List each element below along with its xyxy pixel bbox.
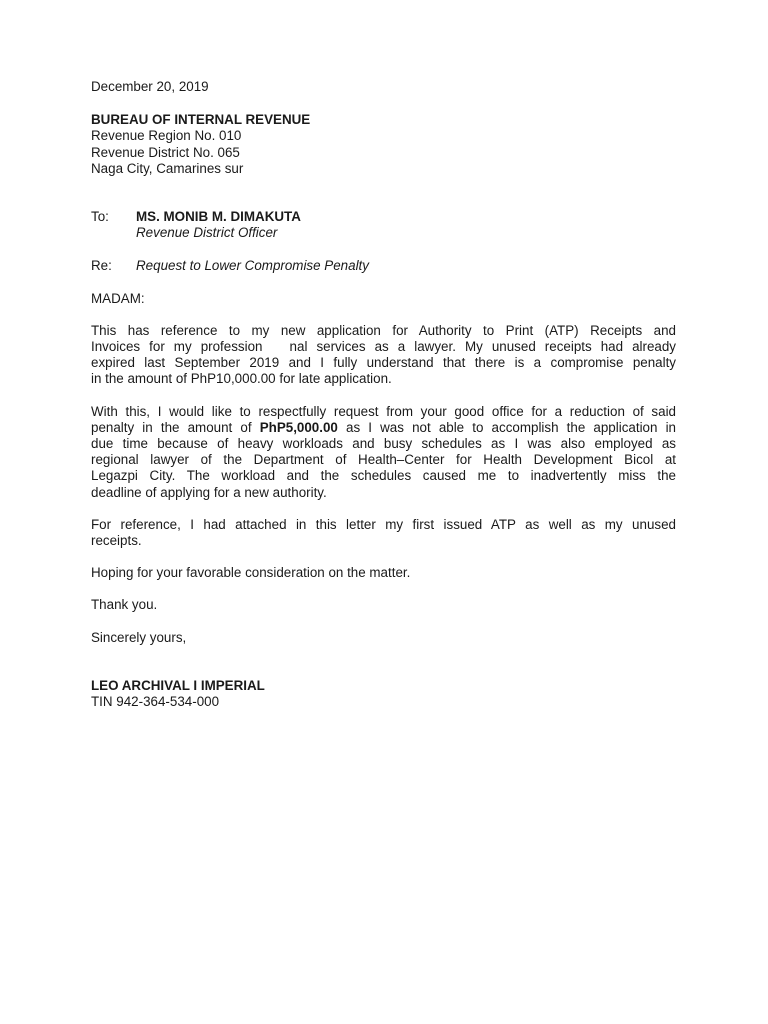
spacer — [91, 95, 676, 112]
recipient-region: Revenue Region No. 010 — [91, 128, 242, 144]
paragraph-1-line: in the amount of PhP10,000.00 for late application. — [91, 371, 392, 387]
to-block — [91, 209, 676, 241]
recipient-org-name: BUREAU OF INTERNAL REVENUE — [91, 112, 311, 128]
re-subject: Request to Lower Compromise Penalty — [136, 258, 369, 274]
re-row — [91, 258, 676, 274]
to-label: To: — [91, 209, 109, 225]
paragraph-2-text: as I was not able to accomplish the application in — [337, 419, 676, 435]
to-title-row — [91, 225, 676, 241]
sender-tin: TIN 942-364-534-000 — [91, 694, 220, 710]
to-row — [91, 209, 676, 225]
paragraph-4: Hoping for your favorable consideration on the matter. — [91, 565, 411, 581]
paragraph-2-line: With this, I would like to respectfully request from your good office for a reduction of said — [91, 403, 676, 419]
spacer — [91, 275, 676, 291]
spacer — [91, 241, 676, 258]
sender-name: LEO ARCHIVAL I IMPERIAL — [91, 677, 265, 693]
spacer — [91, 501, 676, 517]
paragraph-2-line: deadline of applying for a new authority. — [91, 484, 327, 500]
thank-you: Thank you. — [91, 597, 158, 613]
paragraph-1-line: Invoices for my profession nal services as a lawyer. My unused receipts had already — [91, 339, 676, 355]
closing: Sincerely yours, — [91, 629, 187, 645]
recipient-city: Naga City, Camarines sur — [91, 160, 244, 176]
sender-block — [91, 678, 676, 710]
spacer — [91, 581, 676, 597]
to-name: MS. MONIB M. DIMAKUTA — [136, 209, 301, 225]
paragraph-3-line: For reference, I had attached in this letter my first issued ATP as well as my unused — [91, 516, 676, 532]
spacer — [91, 614, 676, 630]
to-title-indent — [91, 225, 136, 241]
paragraph-2-text: penalty in the amount of — [91, 419, 260, 435]
paragraph-2-line: due time because of heavy workloads and busy schedules as I was also employed as — [91, 436, 676, 452]
letter-page — [91, 79, 676, 710]
recipient-address-block — [91, 112, 676, 177]
letter-date: December 20, 2019 — [91, 79, 209, 94]
paragraph-3 — [91, 517, 676, 549]
paragraph-3-line: receipts. — [91, 533, 142, 549]
paragraph-2-line: regional lawyer of the Department of Health–Center for Health Development Bicol at — [91, 452, 676, 468]
spacer — [91, 549, 676, 565]
to-title: Revenue District Officer — [136, 225, 278, 241]
paragraph-2 — [91, 404, 676, 501]
re-label: Re: — [91, 258, 112, 274]
spacer — [91, 177, 676, 209]
paragraph-2-line: Legazpi City. The workload and the schedules caused me to inadvertently miss the — [91, 468, 676, 484]
spacer — [91, 307, 676, 323]
requested-amount: PhP5,000.00 — [259, 419, 338, 435]
paragraph-1-line: expired last September 2019 and I fully understand that there is a compromise penalty — [91, 355, 676, 371]
recipient-district: Revenue District No. 065 — [91, 144, 240, 160]
signature-space — [91, 646, 676, 678]
paragraph-1-line: This has reference to my new application for Authority to Print (ATP) Receipts and — [91, 322, 676, 338]
salutation: MADAM: — [91, 290, 145, 306]
spacer — [91, 388, 676, 404]
paragraph-1 — [91, 323, 676, 388]
paragraph-2-line-with-amount — [91, 420, 676, 436]
